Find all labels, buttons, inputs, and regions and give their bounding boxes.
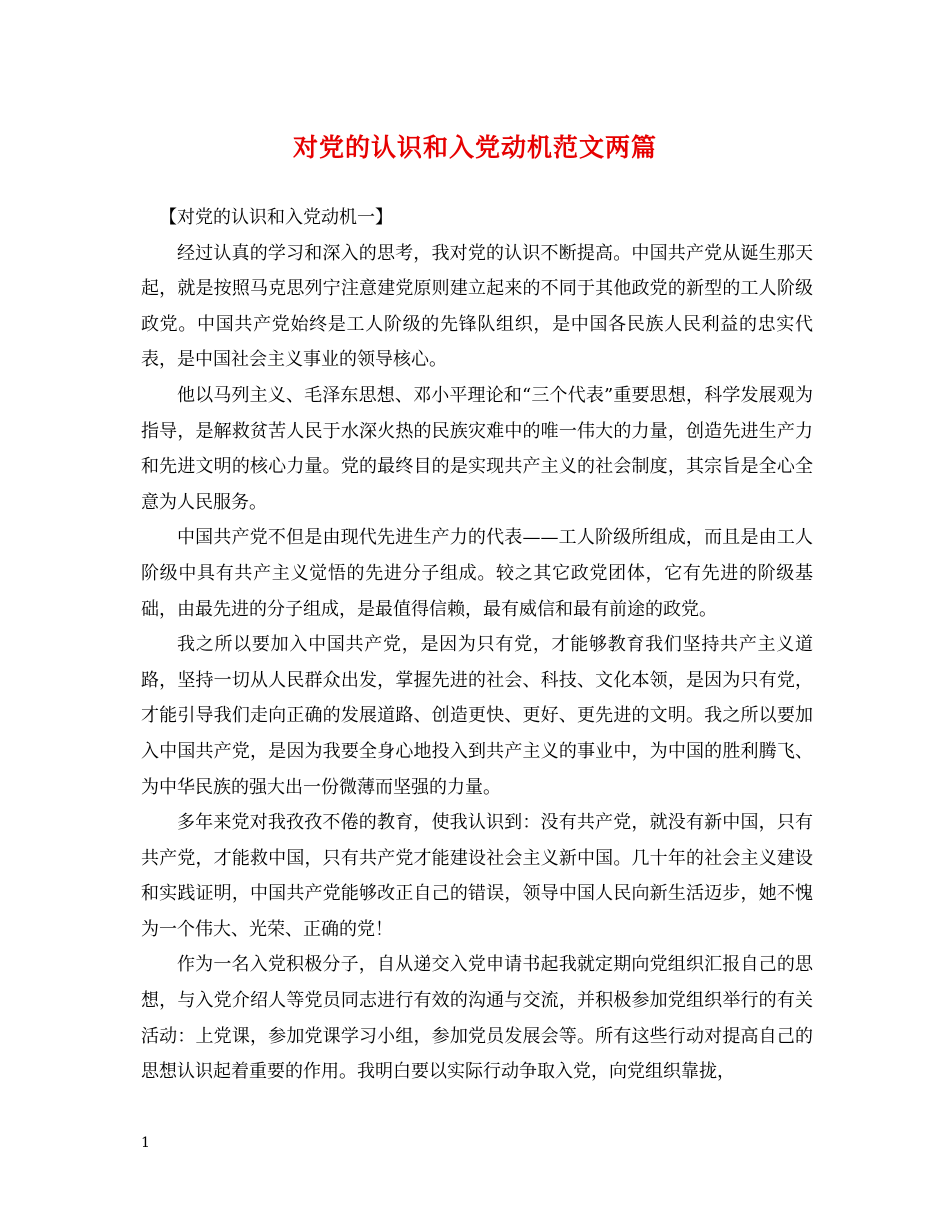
page-number: 1	[141, 1135, 150, 1151]
paragraph-6: 作为一名入党积极分子，自从递交入党申请书起我就定期向党组织汇报自己的思想，与入党介绍人等党员同志进行有效的沟通与交流，并积极参加党组织举行的有关活动：上党课，参加党课学习小组，参加党员发展会等。所有这些行动对提高自己的思想认识起着重要的作用。我明白要以实际行动争取入党，向党组织靠拢，	[141, 954, 813, 1083]
paragraph-2: 他以马列主义、毛泽东思想、邓小平理论和“三个代表”重要思想，科学发展观为指导，是解救贫苦人民于水深火热的民族灾难中的唯一伟大的力量，创造先进生产力和先进文明的核心力量。党的最终目的是实现共产主义的社会制度，其宗旨是全心全意为人民服务。	[141, 384, 813, 513]
document-body	[141, 200, 813, 1090]
paragraph-4: 我之所以要加入中国共产党，是因为只有党，才能够教育我们坚持共产主义道路，坚持一切从人民群众出发，掌握先进的社会、科技、文化本领，是因为只有党，才能引导我们走向正确的发展道路、创造更快、更好、更先进的文明。我之所以要加入中国共产党，是因为我要全身心地投入到共产主义的事业中，为中国的胜利腾飞、为中华民族的强大出一份微薄而坚强的力量。	[141, 634, 813, 798]
section-heading: 【对党的认识和入党动机一】	[159, 207, 393, 228]
paragraph-5: 多年来党对我孜孜不倦的教育，使我认识到：没有共产党，就没有新中国，只有共产党，才能救中国，只有共产党才能建设社会主义新中国。几十年的社会主义建设和实践证明，中国共产党能够改正自己的错误，领导中国人民向新生活迈步，她不愧为一个伟大、光荣、正确的党！	[141, 812, 813, 940]
paragraph-1: 经过认真的学习和深入的思考，我对党的认识不断提高。中国共产党从诞生那天起，就是按照马克思列宁注意建党原则建立起来的不同于其他政党的新型的工人阶级政党。中国共产党始终是工人阶级的先锋队组织，是中国各民族人民利益的忠实代表，是中国社会主义事业的领导核心。	[141, 242, 813, 371]
document-title: 对党的认识和入党动机范文两篇	[292, 133, 657, 162]
paragraph-3: 中国共产党不但是由现代先进生产力的代表——工人阶级所组成，而且是由工人阶级中具有共产主义觉悟的先进分子组成。较之其它政党团体，它有先进的阶级基础，由最先进的分子组成，是最值得信赖，最有威信和最有前途的政党。	[141, 527, 813, 620]
